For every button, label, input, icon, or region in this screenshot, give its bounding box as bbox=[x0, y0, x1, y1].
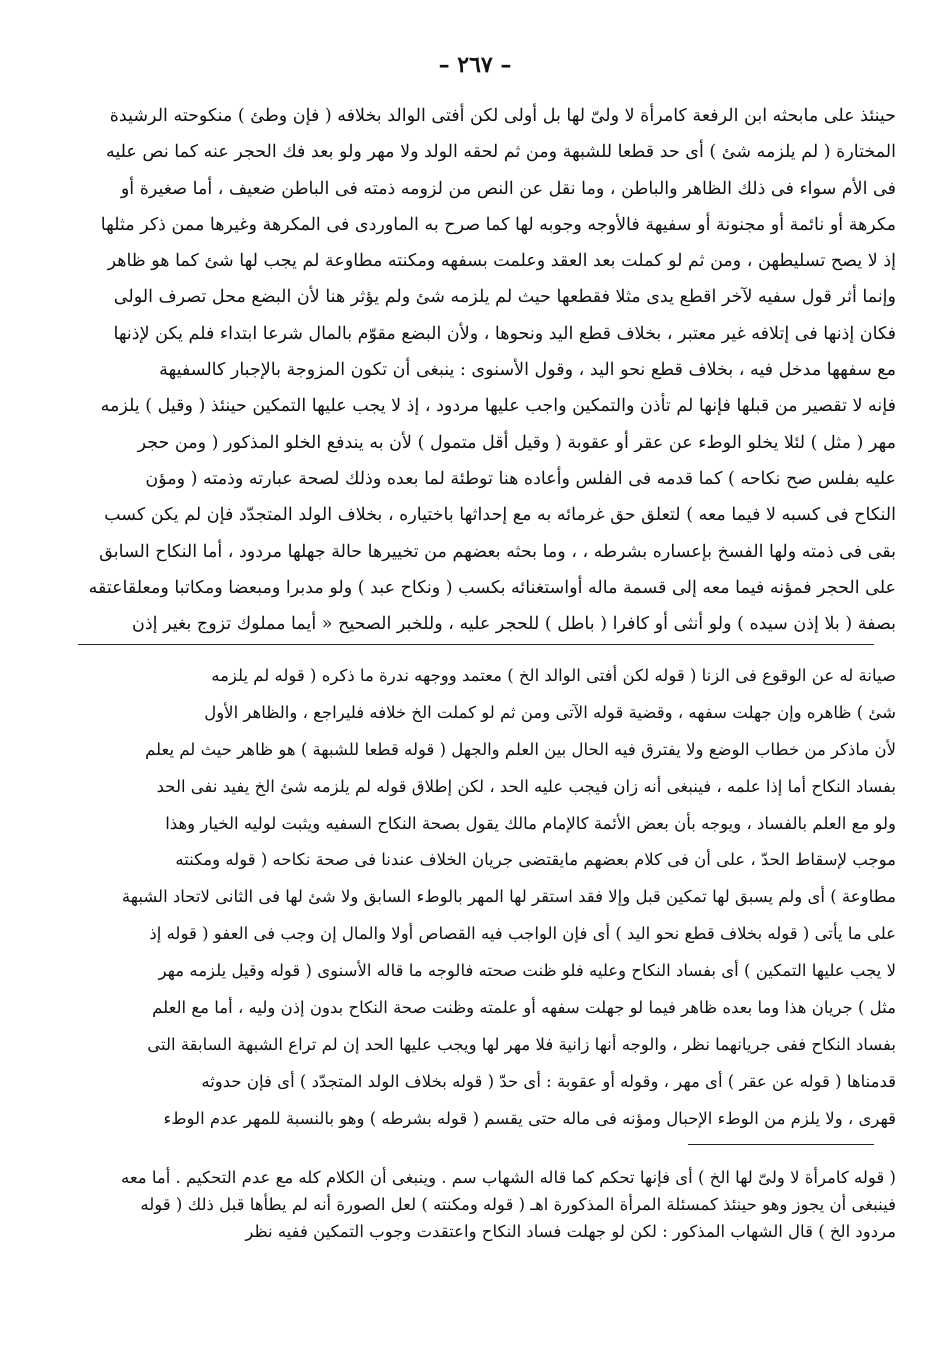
commentary-line: ولو مع العلم بالفساد ، ويوجه بأن بعض الأئمة كالإمام مالك يقول بصحة النكاح السفيه ويثبت لوليه الخيار وهذا bbox=[165, 813, 896, 833]
main-text-line: حينئذ على مابحثه ابن الرفعة كامرأة لا ولىّ لها بل أولى لكن أفتى الوالد بخلافه ( فإن وطئ ) منكوحته الرشيدة bbox=[109, 106, 896, 126]
main-text-line: وإنما أثر قول سفيه لآخر اقطع يدى مثلا فقطعها حيث لم يلزمه شئ ولم يؤثر هنا لأن البضع محل تصرف الولى bbox=[113, 287, 896, 308]
main-text-line: المختارة ( لم يلزمه شئ ) أى حد قطعا للشبهة ومن ثم لحقه الولد ولا مهر ولو بعد فك الحجر عنه كما نص عليه bbox=[105, 142, 896, 163]
main-text-line: عليه بفلس صح نكاحه ) كما قدمه فى الفلس وأعاده هنا توطئة لما بعده وذلك لصحة عبارته وذمته ( ومؤن bbox=[145, 468, 896, 489]
gloss-line: مردود الخ ) قال الشهاب المذكور : لكن لو جهلت فساد النكاح واعتقدت وجوب التمكين ففيه نظر bbox=[245, 1222, 896, 1241]
main-text-line: بصفة ( بلا إذن سيده ) ولو أنثى أو كافرا ( باطل ) للحجر عليه ، وللخبر الصحيح « أيما مملوك تزوج بغير إذن bbox=[132, 614, 896, 635]
page-number: – ٢٦٧ – bbox=[438, 52, 512, 78]
gloss-line: ( قوله كامرأة لا ولىّ لها الخ ) أى فإنها تحكم كما قاله الشهاب سم . وينبغى أن الكلام كله مع عدم التحكيم . أما معه bbox=[120, 1168, 896, 1187]
commentary-block bbox=[78, 658, 896, 1138]
section-divider bbox=[78, 644, 874, 645]
main-text-line: فإنه لا تقصير من قبلها فإنها لم تأذن والتمكين واجب عليها مردود ، إذ لا يجب عليها التمكين حينئذ ( وقيل ) يلزمه bbox=[100, 396, 896, 417]
commentary-line: قدمناها ( قوله عن عقر ) أى مهر ، وقوله أو عقوبة : أى حدّ ( قوله بخلاف الولد المتجدّد ) أى فإن حدوثه bbox=[201, 1071, 896, 1091]
gloss-line: فينبغى أن يجوز وهو حينئذ كمسئلة المرأة المذكورة اهـ ( قوله ومكنته ) لعل الصورة أنه لم يطأها قبل ذلك ( قوله bbox=[140, 1195, 896, 1214]
main-text-line: مهر ( مثل ) لئلا يخلو الوطء عن عقر أو عقوبة ( وقيل أقل متمول ) لأن به يندفع الخلو المذكور ( ومن حجر bbox=[137, 432, 896, 453]
main-text-line: مكرهة أو نائمة أو مجنونة أو سفيهة فالأوجه وجوبه لها كما صرح به الماوردى فى المكرهة وغيرها ممن ذكر مثلها bbox=[100, 214, 896, 235]
main-text-line: بقى فى ذمته ولها الفسخ بإعساره بشرطه ، ، وما بحثه بعضهم من تخييرها حالة جهلها مردود ، أما النكاح السابق bbox=[99, 541, 896, 562]
commentary-line: على ما يأتى ( قوله بخلاف قطع نحو اليد ) أى فإن الواجب فيه القصاص أولا والمال إن وجب فى العفو ( قوله إذ bbox=[149, 924, 896, 944]
main-text-line: فكان إذنها فى إتلافه غير معتبر ، بخلاف قطع اليد ونحوها ، ولأن البضع مقوّم بالمال شرعا ابتداء فلم يكن لإذنها bbox=[113, 323, 896, 344]
commentary-line: بفساد النكاح ففى جريانهما نظر ، والوجه أنها زانية فلا مهر لها ويجب عليها الحد إن لم تراع الشبهة السابقة التى bbox=[147, 1034, 896, 1054]
commentary-line: لأن ماذكر من خطاب الوضع ولا يفترق فيه الحال بين العلم والجهل ( قوله قطعا للشبهة ) هو ظاهر حيث لم يعلم bbox=[145, 739, 896, 759]
main-text-line: إذ لا يصح تسليطهن ، ومن ثم لو كملت بعد العقد وعلمت بسفهه ومكنته مطاوعة لم يجب لها شئ كما هو ظاهر bbox=[107, 251, 896, 272]
main-text-line: النكاح فى كسبه لا فيما معه ) لتعلق حق غرمائه به مع إحداثها باختياره ، بخلاف الولد المتجدّد فإن لم يكن كسب bbox=[104, 505, 896, 526]
main-text-line: على الحجر فمؤنه فيما معه إلى قسمة ماله أواستغنائه بكسب ( ونكاح عبد ) ولو مدبرا ومبعضا ومكاتبا ومعلقاعتقه bbox=[88, 577, 896, 598]
main-text-line: مع سفهها مدخل فيه ، بخلاف قطع نحو اليد ، وقول الأسنوى : ينبغى أن تكون المزوجة بالإجبار كالسفيهة bbox=[159, 360, 896, 381]
main-text-line: فى الأم سواء فى ذلك الظاهر والباطن ، وما نقل عن النص من لزومه ذمته فى الباطن ضعيف ، أما صغيرة أو bbox=[120, 178, 896, 199]
main-text-block bbox=[78, 98, 896, 642]
footnote-divider bbox=[688, 1144, 874, 1145]
commentary-line: بفساد النكاح أما إذا علمه ، فينبغى أنه زان فيجب عليه الحد ، لكن إطلاق قوله لم يلزمه شئ الخ يفيد نفى الحد bbox=[156, 776, 896, 796]
gloss-block bbox=[78, 1164, 896, 1245]
commentary-line: قهرى ، ولا يلزم من الوطء الإحبال ومؤنه فى ماله حتى يقسم ( قوله بشرطه ) وهو بالنسبة للمهر عدم الوطء bbox=[163, 1108, 896, 1128]
commentary-line: مطاوعة ) أى ولم يسبق لها تمكين قبل وإلا فقد استقر لها المهر بالوطء السابق ولا شئ لها فى الثانى لاتحاد الشبهة bbox=[121, 887, 896, 907]
commentary-line: صيانة له عن الوقوع فى الزنا ( قوله لكن أفتى الوالد الخ ) معتمد ووجهه ندرة ما ذكره ( قوله لم يلزمه bbox=[211, 666, 896, 685]
commentary-line: شئ ) ظاهره وإن جهلت سفهه ، وقضية قوله الآتى ومن ثم لو كملت الخ خلافه فليراجع ، والظاهر الأول bbox=[204, 702, 896, 722]
commentary-line: لا يجب عليها التمكين ) أى بفساد النكاح وعليه فلو ظنت صحته فالوجه ما قاله الأسنوى ( قوله وقيل يلزمه مهر bbox=[158, 961, 896, 981]
commentary-line: مثل ) جريان هذا وما بعده ظاهر فيما لو جهلت سفهه أو علمته وظنت صحة النكاح بدون إذن وليه ، أما مع العلم bbox=[152, 998, 896, 1018]
commentary-line: موجب لإسقاط الحدّ ، على أن فى كلام بعضهم مايقتضى جريان الخلاف عندنا فى صحة نكاحه ( قوله ومكنته bbox=[175, 850, 896, 870]
